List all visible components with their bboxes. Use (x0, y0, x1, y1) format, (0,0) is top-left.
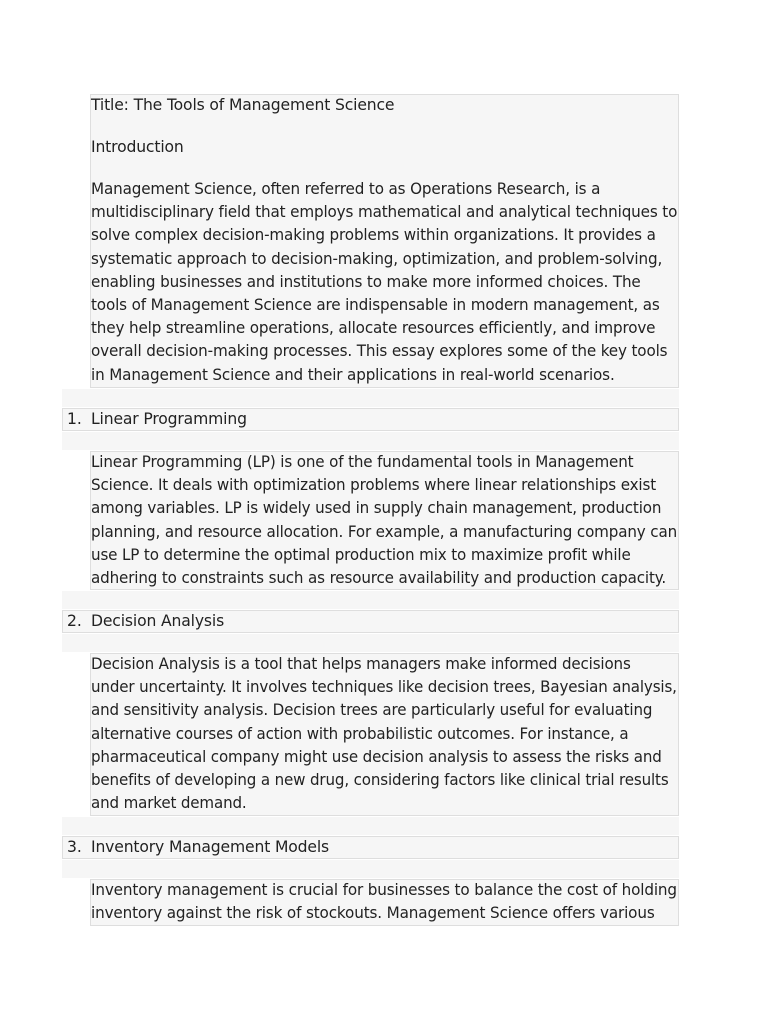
section-heading: Inventory Management Models (91, 838, 330, 856)
paragraph-line: Linear Programming (LP) is one of the fundamental tools in Management (91, 453, 634, 471)
section-heading: Linear Programming (91, 410, 247, 428)
document-title: Title: The Tools of Management Science (91, 96, 395, 114)
paragraph-line: inventory against the risk of stockouts. Management Science offers various (91, 904, 655, 923)
section-divider (62, 591, 679, 609)
paragraph-line: planning, and resource allocation. For example, a manufacturing company can (91, 522, 678, 541)
paragraph-line: among variables. LP is widely used in supply chain management, production (91, 499, 662, 518)
intro-heading: Introduction (91, 138, 184, 156)
paragraph-line: Science. It deals with optimization problems where linear relationships exist (91, 476, 656, 495)
paragraph-line: and market demand. (91, 794, 247, 813)
paragraph-line: adhering to constraints such as resource availability and production capacity. (91, 569, 667, 588)
paragraph-line: and sensitivity analysis. Decision trees are particularly useful for evaluating (91, 701, 653, 720)
intro-line: enabling businesses and institutions to make more informed choices. The (91, 272, 641, 291)
section-divider (62, 817, 679, 835)
intro-line: solve complex decision-making problems within organizations. It provides a (91, 226, 656, 245)
paragraph-line: Decision Analysis is a tool that helps managers make informed decisions (91, 655, 631, 673)
section-divider (62, 634, 679, 652)
section-number: 2. (67, 612, 82, 630)
section-number: 1. (67, 410, 82, 428)
section-number: 3. (67, 838, 82, 856)
section-paragraph (91, 653, 697, 815)
intro-line: systematic approach to decision-making, optimization, and problem-solving, (91, 249, 663, 268)
intro-line: multidisciplinary field that employs mathematical and analytical techniques to (91, 203, 678, 222)
paragraph-line: benefits of developing a new drug, considering factors like clinical trial results (91, 771, 669, 790)
paragraph-line: under uncertainty. It involves techniques like decision trees, Bayesian analysis, (91, 678, 677, 697)
section-paragraph (91, 879, 692, 925)
paragraph-line: use LP to determine the optimal production mix to maximize profit while (91, 545, 631, 564)
section-divider (62, 432, 679, 450)
section-paragraph (91, 451, 695, 590)
intro-paragraph (91, 178, 693, 387)
section-heading: Decision Analysis (91, 612, 225, 630)
intro-line: in Management Science and their applications in real-world scenarios. (91, 365, 615, 384)
paragraph-line: alternative courses of action with probabilistic outcomes. For instance, a (91, 724, 629, 743)
paragraph-line: Inventory management is crucial for businesses to balance the cost of holding (91, 881, 677, 899)
intro-line: tools of Management Science are indispensable in modern management, as (91, 296, 660, 315)
section-divider (62, 389, 679, 407)
intro-line: they help streamline operations, allocate resources efficiently, and improve (91, 319, 656, 338)
paragraph-line: pharmaceutical company might use decision analysis to assess the risks and (91, 747, 662, 766)
intro-line: overall decision-making processes. This essay explores some of the key tools (91, 342, 668, 361)
intro-line: Management Science, often referred to as Operations Research, is a (91, 180, 601, 198)
section-divider (62, 860, 679, 878)
